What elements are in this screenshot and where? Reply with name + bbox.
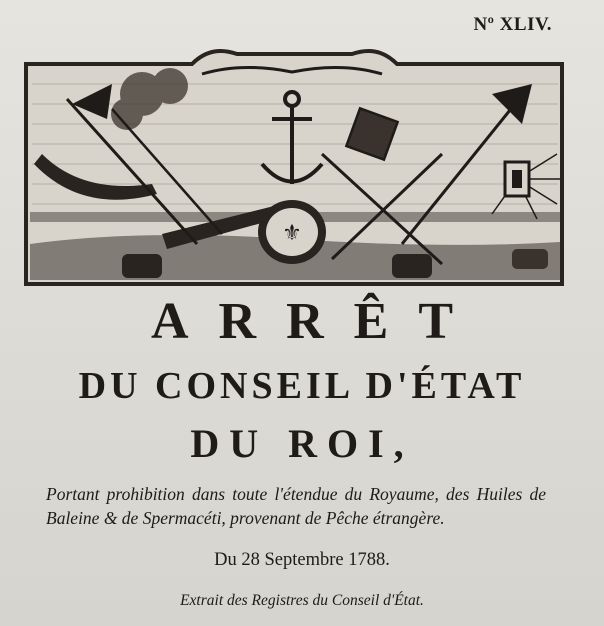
document-subject: Portant prohibition dans toute l'étendue du Royaume, des Huiles de Baleine & de Spermacéti, provenant de Pêche étrangère. (46, 484, 546, 528)
document-extract-line: Extrait des Registres du Conseil d'État. (180, 592, 424, 609)
engraved-vignette (22, 44, 568, 288)
document-title: ARRÊT (150, 293, 484, 350)
document-date: Du 28 Septembre 1788. (214, 550, 390, 570)
svg-text:⚜: ⚜ (282, 221, 302, 246)
document-number: Nº XLIV. (473, 14, 552, 35)
fleur-de-lis-crest-icon (258, 200, 326, 264)
document-subtitle-line2: DU ROI, (190, 421, 414, 466)
document-subtitle-line1: DU CONSEIL D'ÉTAT (78, 365, 526, 407)
